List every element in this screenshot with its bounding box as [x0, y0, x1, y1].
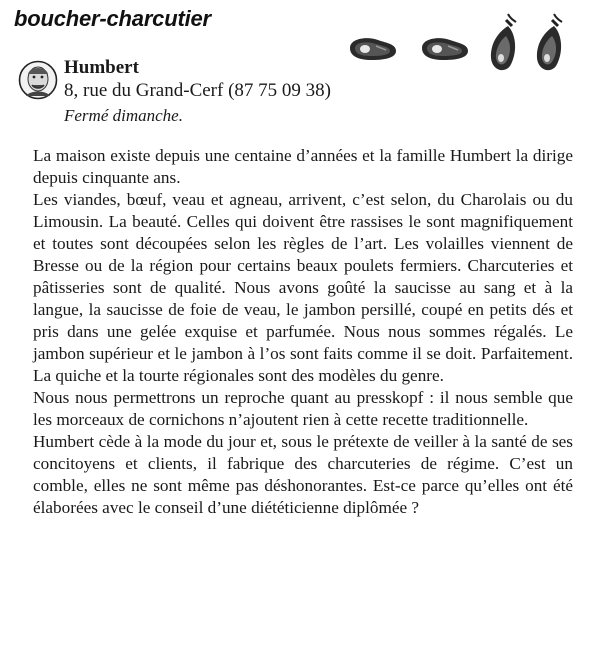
steak-icon	[418, 34, 470, 64]
review-paragraph: Humbert cède à la mode du jour et, sous le prétexte de veiller à la santé de ses concitoyens et clients, il fabrique des charcuteries de régime. C’est un comble, elles ne sont même pas déshonorantes. Est-ce parce qu’elles ont été élaborées avec le conseil d’une diététicienne diplômée ?	[33, 432, 573, 517]
ham-icon	[486, 12, 522, 74]
review-text	[33, 145, 573, 519]
rating-icons	[346, 8, 572, 78]
shop-address: 8, rue du Grand-Cerf (87 75 09 38)	[64, 80, 331, 101]
review-paragraph: Les viandes, bœuf, veau et agneau, arrivent, c’est selon, du Charolais ou du Limousin. La beauté. Celles qui doivent être rassises le sont magnifiquement et toutes sont découpées selon les règles de l’art. Les volailles viennent de Bresse ou de la région pour certains beaux poulets fermiers. Charcuteries et pâtisseries sont de qualité. Nous avons goûté la saucisse au sang et à la langue, la saucisse de foie de veau, le jambon persillé, coupé en petits dés et pris dans une gelée exquise et parfumée. Nous nous sommes régalés. Le jambon supérieur et le jambon à l’os sont faits comme il se doit. Parfaitement. La quiche et la tourte régionales sont des modèles du genre.	[33, 190, 573, 385]
category-heading: boucher-charcutier	[14, 6, 211, 31]
review-paragraph: Nous nous permettrons un reproche quant au presskopf : il nous semble que les morceaux de cornichons n’ajoutent rien à cette recette traditionnelle.	[33, 388, 573, 429]
chef-avatar-icon	[18, 60, 58, 100]
shop-name: Humbert	[64, 57, 139, 78]
steak-icon	[346, 34, 398, 64]
ham-icon	[532, 12, 568, 74]
opening-hours: Fermé dimanche.	[64, 106, 183, 125]
review-paragraph: La maison existe depuis une centaine d’années et la famille Humbert la dirige depuis cinquante ans.	[33, 146, 573, 187]
